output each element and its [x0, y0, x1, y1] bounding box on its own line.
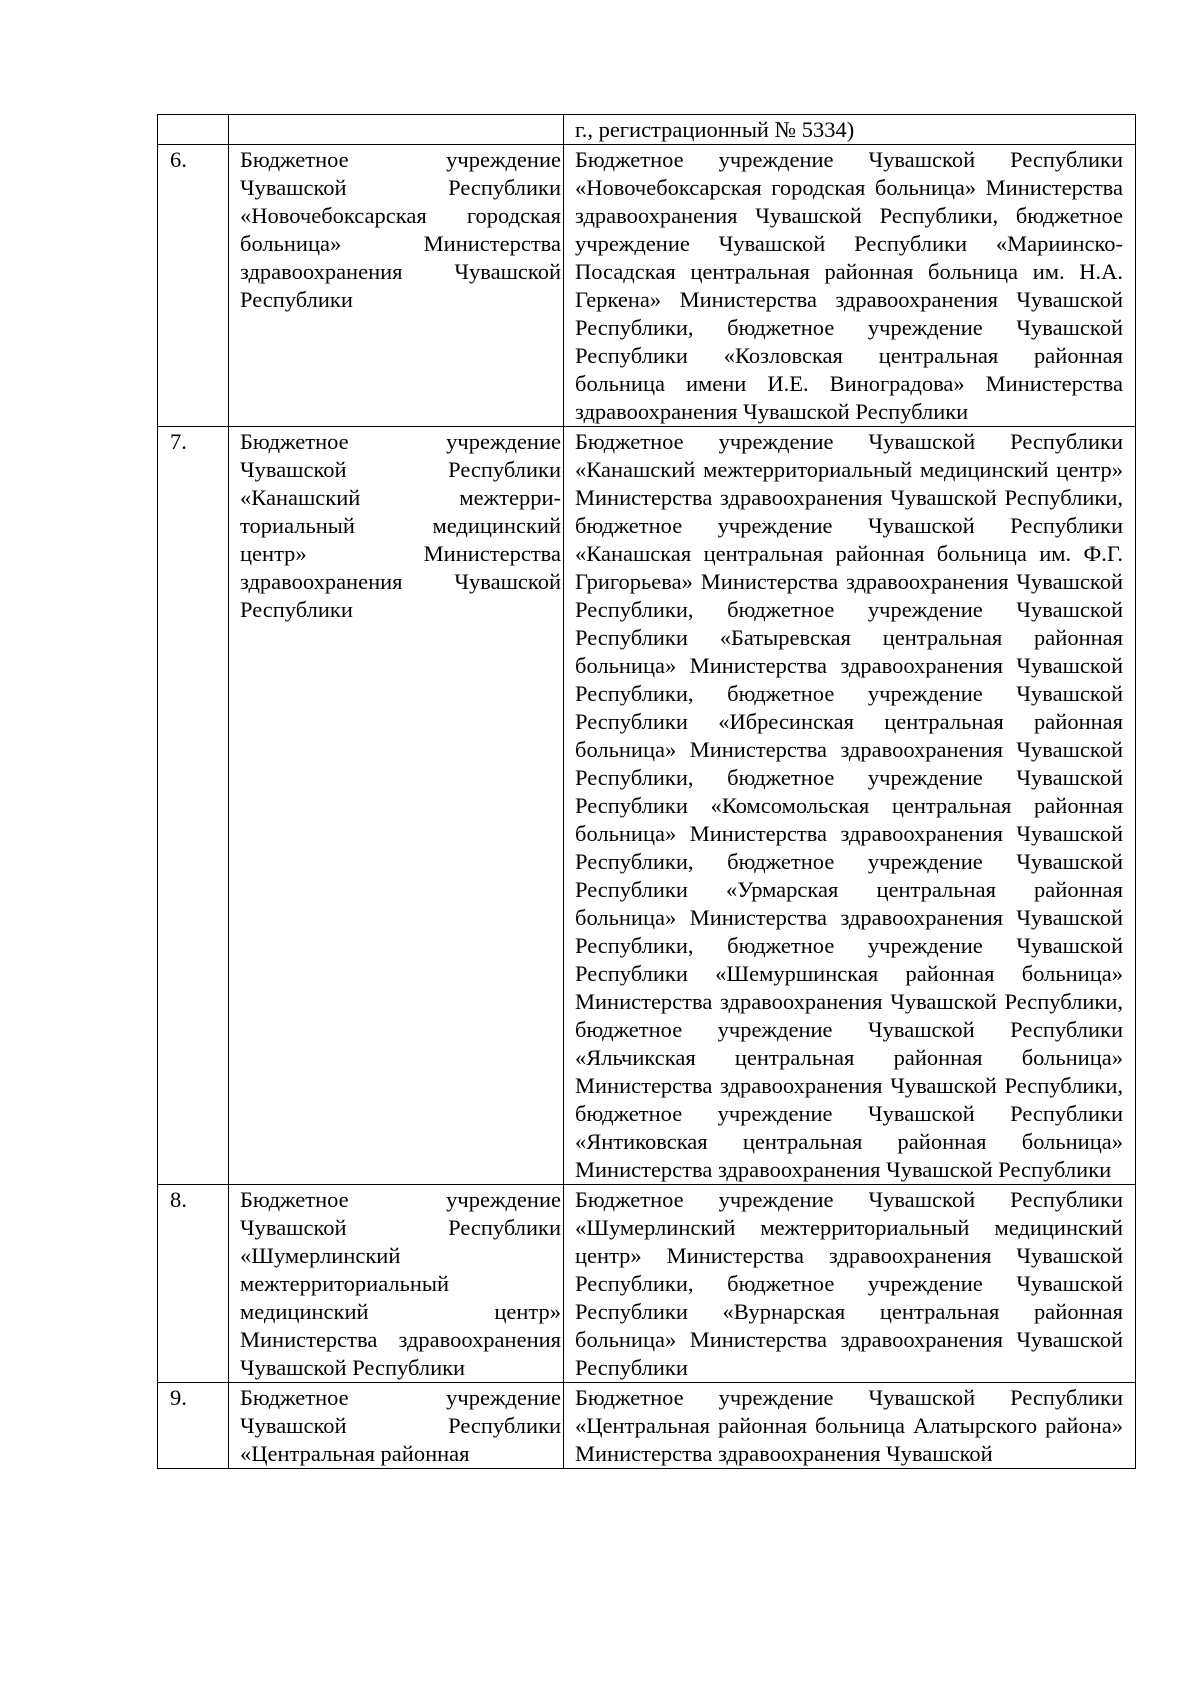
- table-row: [158, 145, 1136, 427]
- row-number: 8.: [158, 1185, 229, 1383]
- row-number: [158, 115, 229, 145]
- row-number: 7.: [158, 427, 229, 1185]
- hospital-merger-table: [157, 114, 1136, 1469]
- row-number: 6.: [158, 145, 229, 427]
- reorganized-institution: [229, 115, 564, 145]
- table-row: [158, 1383, 1136, 1469]
- merged-institutions: Бюджетное учреждение Чувашской Республики «Канашский межтерриториальный медицинский центр» Министерства здравоохранения Чувашской Республики, бюджетное учреждение Чувашской Республики «Канашская центральная районная больница им. Ф.Г. Григорьева» Министерства здравоохранения Чувашской Республики, бюджетное учреждение Чувашской Республики «Батыревская центральная районная больница» Министерства здравоохранения Чувашской Республики, бюджетное учреждение Чувашской Республики «Ибресинская центральная районная больница» Министерства здравоохранения Чувашской Республики, бюджетное учреждение Чувашской Республики «Комсомольская центральная районная больница» Министерства здравоохранения Чувашской Республики, бюджетное учреждение Чувашской Республики «Урмарская центральная районная больница» Министерства здравоохранения Чувашской Республики, бюджетное учреждение Чувашской Республики «Шемуршинская районная больница» Министерства здравоохранения Чувашской Республики, бюджетное учреждение Чувашской Республики «Яльчикская центральная районная больница» Министерства здравоохранения Чувашской Республики, бюджетное учреждение Чувашской Республики «Янтиковская центральная районная больница» Министерства здравоохранения Чувашской Республики: [564, 427, 1136, 1185]
- merged-institutions: г., регистрационный № 5334): [564, 115, 1136, 145]
- table-row: [158, 115, 1136, 145]
- row-number: 9.: [158, 1383, 229, 1469]
- table-row: [158, 1185, 1136, 1383]
- reorganized-institution: Бюджетное учреждение Чувашской Республики «Новочебоксарская городская больница» Министерства здравоохранения Чувашской Республики: [229, 145, 564, 427]
- merged-institutions: Бюджетное учреждение Чувашской Республики «Центральная районная больница Алатырского района» Министерства здравоохранения Чувашской: [564, 1383, 1136, 1469]
- reorganized-institution: Бюджетное учреждение Чувашской Республики «Канашский межтерри-ториальный медицинский центр» Министерства здравоохранения Чувашской Республики: [229, 427, 564, 1185]
- reorganized-institution: Бюджетное учреждение Чувашской Республики «Центральная районная: [229, 1383, 564, 1469]
- merged-institutions: Бюджетное учреждение Чувашской Республики «Новочебоксарская городская больница» Министерства здравоохранения Чувашской Республики, бюджетное учреждение Чувашской Республики «Мариинско-Посадская центральная районная больница им. Н.А. Геркена» Министерства здравоохранения Чувашской Республики, бюджетное учреждение Чувашской Республики «Козловская центральная районная больница имени И.Е. Виноградова» Министерства здравоохранения Чувашской Республики: [564, 145, 1136, 427]
- table-row: [158, 427, 1136, 1185]
- merged-institutions: Бюджетное учреждение Чувашской Республики «Шумерлинский межтерриториальный медицинский центр» Министерства здравоохранения Чувашской Республики, бюджетное учреждение Чувашской Республики «Вурнарская центральная районная больница» Министерства здравоохранения Чувашской Республики: [564, 1185, 1136, 1383]
- reorganized-institution: Бюджетное учреждение Чувашской Республики «Шумерлинский межтерриториальный медицинский центр» Министерства здравоохранения Чувашской Республики: [229, 1185, 564, 1383]
